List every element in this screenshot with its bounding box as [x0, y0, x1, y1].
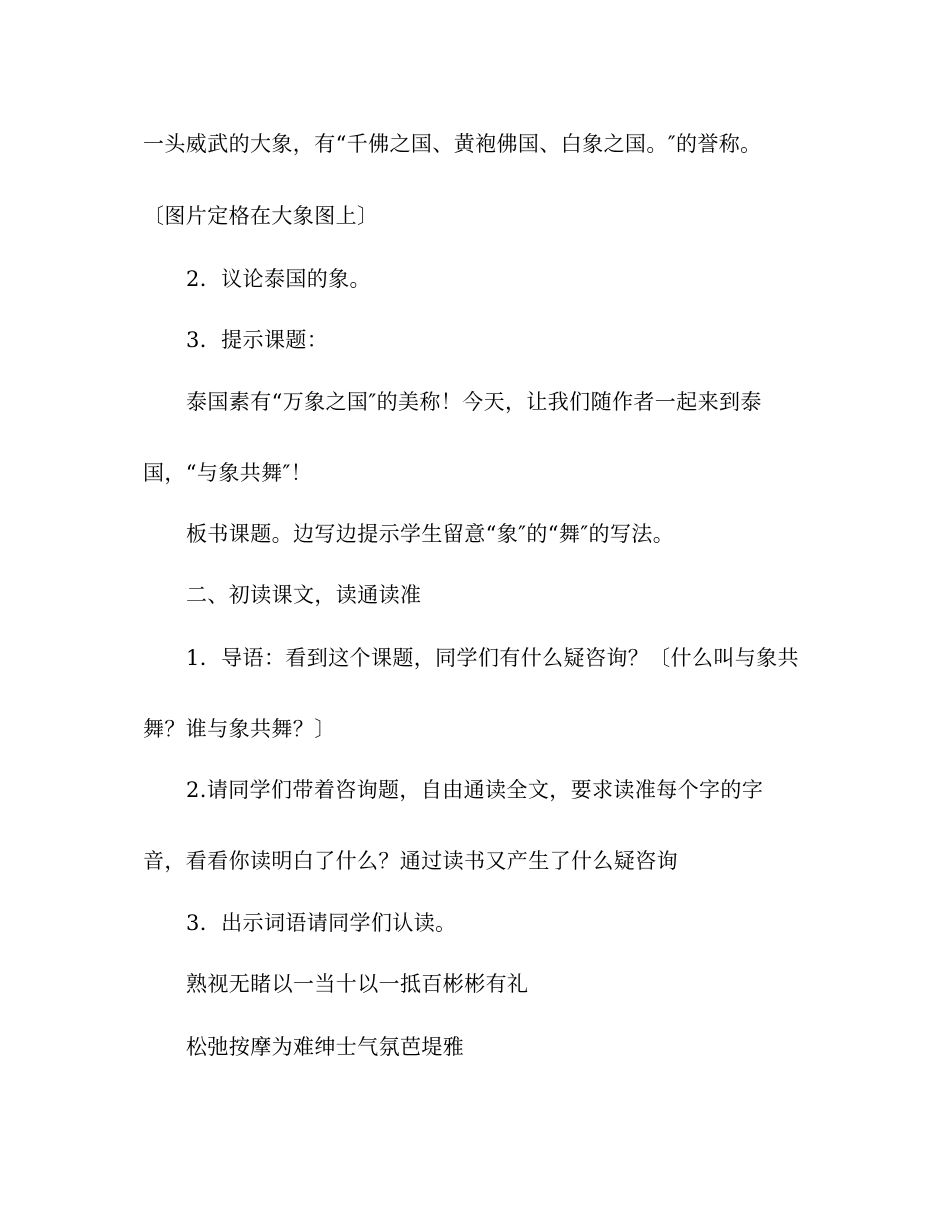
text-line-1: 一头威武的大象，有“千佛之国、黄袍佛国、白象之国。″的誉称。: [143, 132, 762, 156]
text-line-5: 泰国素有“万象之国″的美称！今天，让我们随作者一起来到泰: [186, 390, 762, 414]
text-line-11: 2.请同学们带着咨询题，自由通读全文，要求读准每个字的字: [186, 778, 764, 802]
text-line-3: 2．议论泰国的象。: [186, 267, 371, 291]
text-line-12: 音，看看你读明白了什么？通过读书又产生了什么疑咨询: [143, 849, 678, 873]
text-line-6: 国，“与象共舞″！: [143, 461, 313, 485]
text-line-4: 3．提示课题：: [186, 328, 329, 352]
text-line-8: 二、初读课文，读通读准: [186, 583, 422, 607]
text-line-15: 松弛按摩为难绅士气氛芭堤雅: [186, 1035, 465, 1059]
text-line-14: 熟视无睹以一当十以一抵百彬彬有礼: [186, 972, 529, 996]
text-line-10: 舞？谁与象共舞？〕: [143, 717, 336, 741]
text-line-13: 3．出示词语请同学们认读。: [186, 911, 457, 935]
text-line-7: 板书课题。边写边提示学生留意“象″的“舞″的写法。: [186, 522, 675, 546]
text-line-2: 〔图片定格在大象图上〕: [143, 204, 379, 228]
text-line-9: 1．导语：看到这个课题，同学们有什么疑咨询？〔什么叫与象共: [186, 646, 799, 670]
